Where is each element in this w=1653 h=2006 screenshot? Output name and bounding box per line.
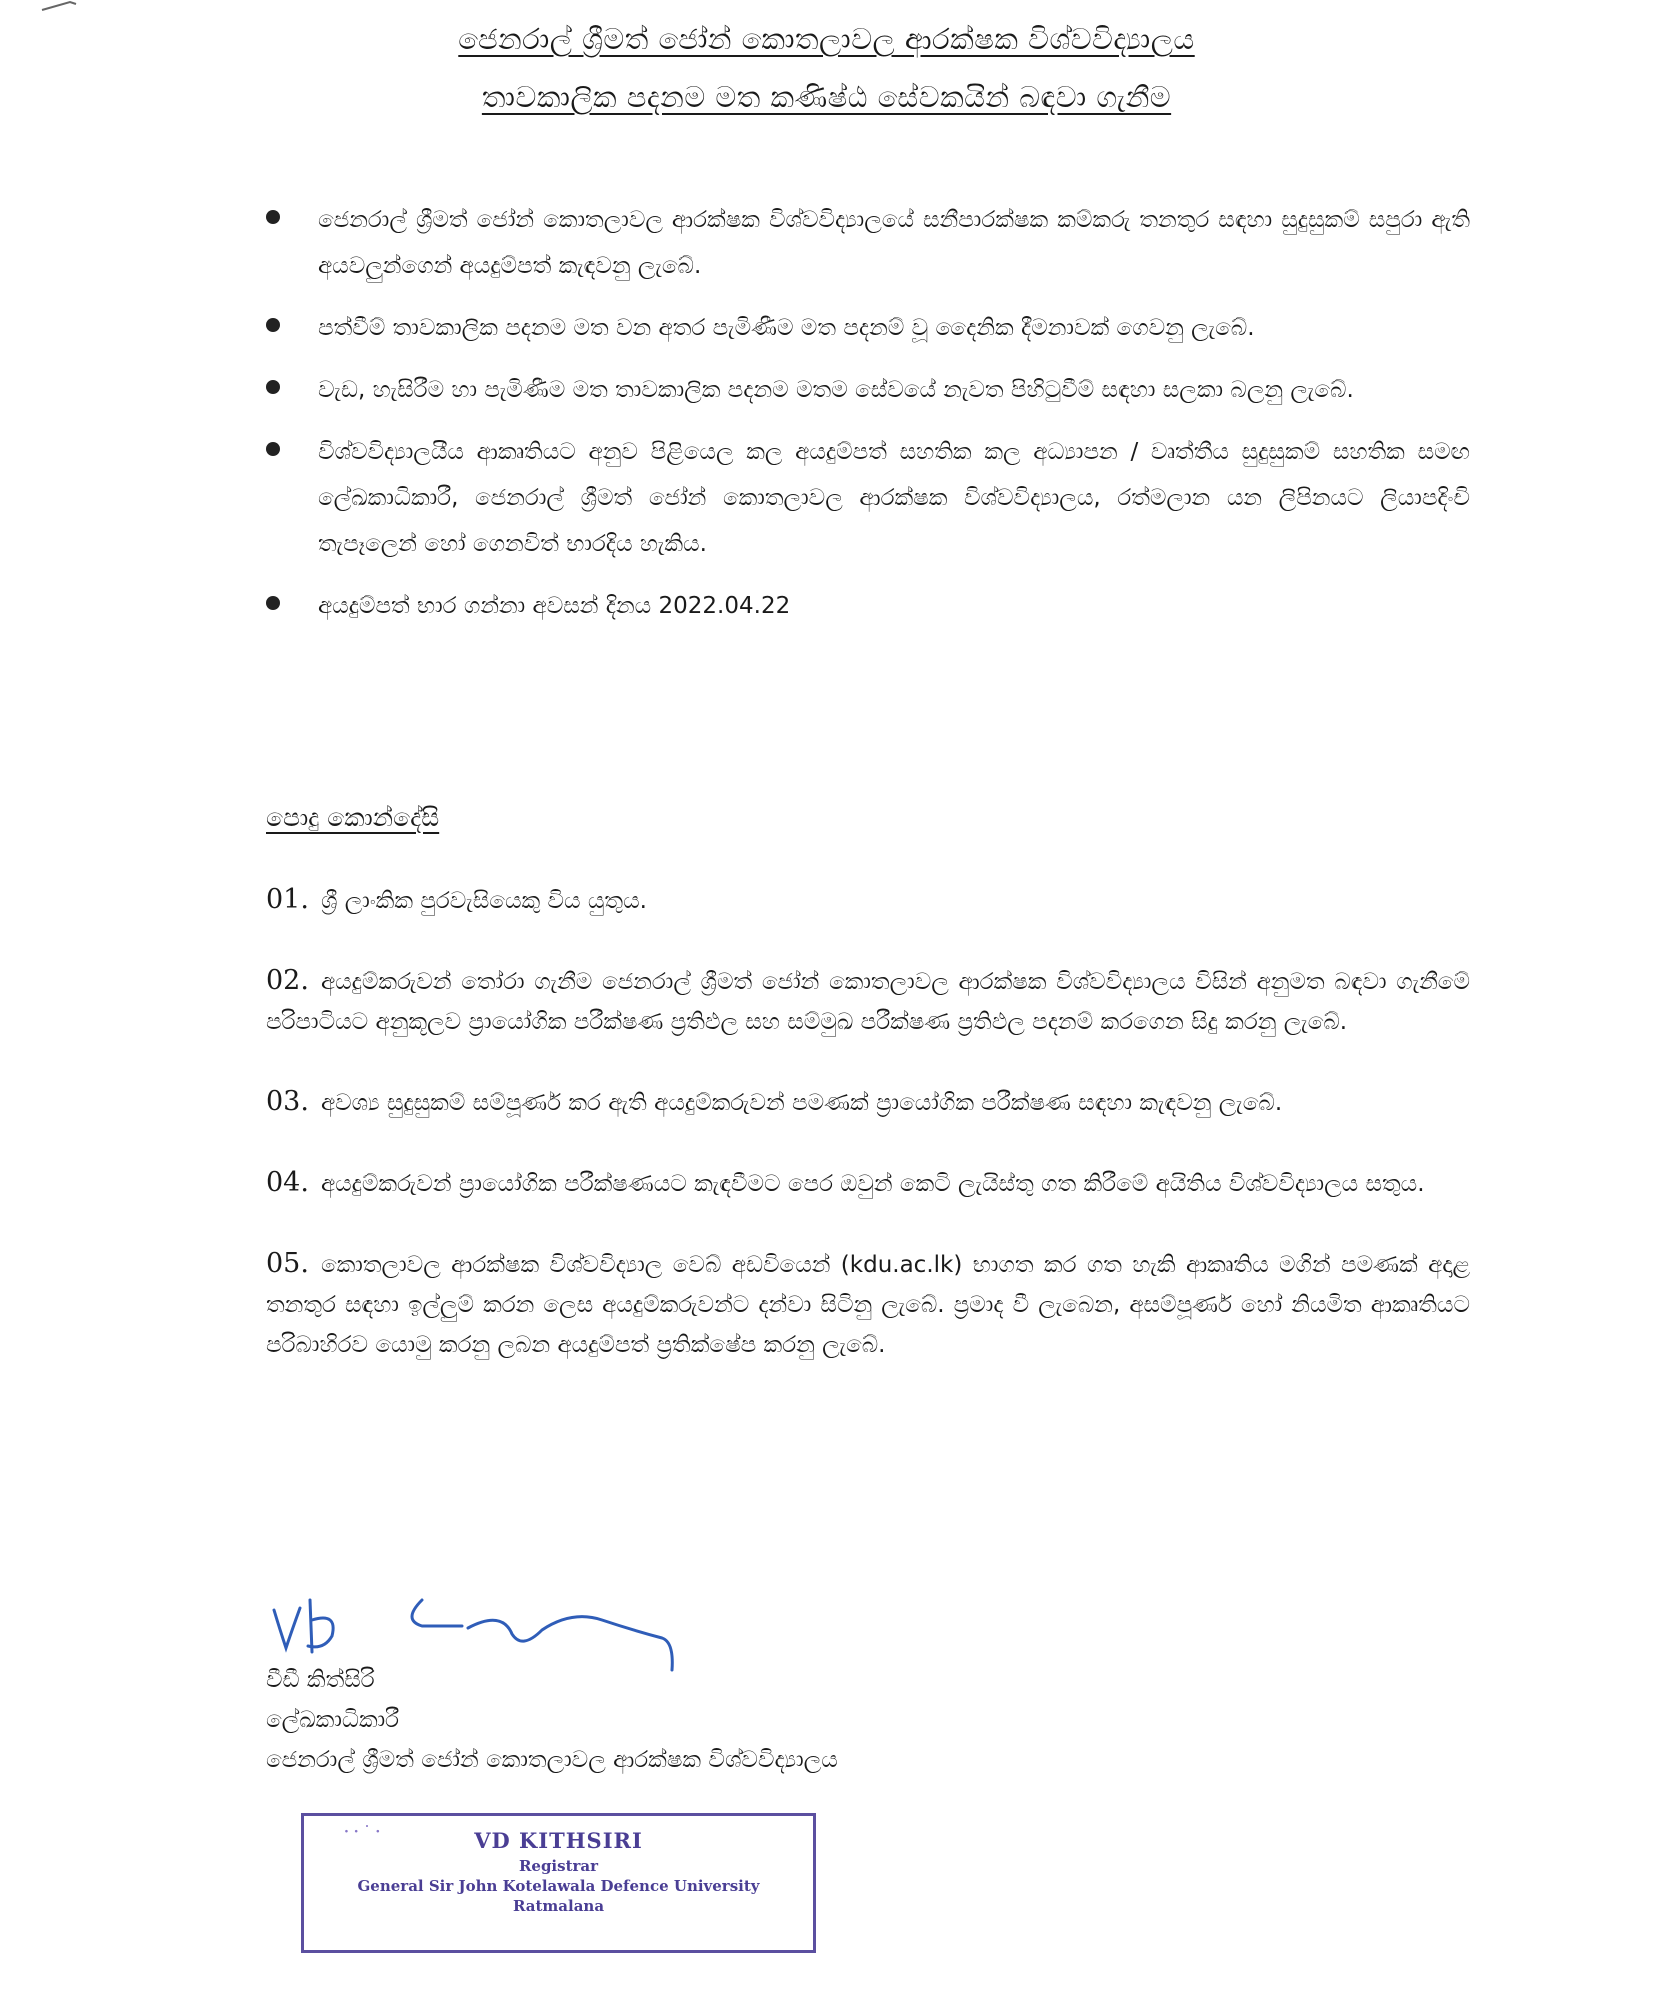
bullet-list [262,197,1470,645]
signatory-designation: ලේඛකාධිකාරී [266,1707,400,1733]
stamp-name: VD KITHSIRI [474,1828,643,1853]
stamp-ink-speck: · · ˙ · [344,1824,381,1840]
bullet-dot-icon [266,380,280,394]
bullet-dot-icon [266,318,280,332]
condition-item [266,1244,1470,1365]
bullet-dot-icon [266,210,280,224]
condition-item [266,961,1470,1042]
signatory-institution: ජෙනරාල් ශ්‍රීමත් ජෝන් කොතලාවල ආරක්ෂක විශ්වවිද්‍යාලය [266,1747,838,1773]
condition-item [266,1082,1470,1123]
document-title-line2: තාවකාලික පදනම මත කණිෂ්ඨ සේවකයින් බඳවා ගැනීම [481,80,1172,114]
scan-artifact-mark [40,0,80,12]
condition-number: 01. [266,884,309,915]
official-stamp [301,1813,816,1953]
condition-number: 02. [266,965,309,996]
stamp-title: Registrar [518,1857,599,1875]
bullet-text: වැඩ, හැසිරීම හා පැමිණීම මත තාවකාලික පදනම මතම සේවයේ නැවත පිහිටුවීම් සඳහා සලකා බලනු ලැබේ. [318,377,1354,403]
bullet-item [262,197,1470,289]
signatory-block [266,1660,838,1780]
stamp-location: Ratmalana [512,1897,605,1915]
conditions-heading: පොදු කොන්දේසි [266,803,440,832]
condition-item [266,1163,1470,1204]
condition-number: 04. [266,1167,309,1198]
bullet-item [262,429,1470,567]
bullet-item [262,305,1470,351]
condition-number: 05. [266,1248,309,1279]
condition-text: කොතලාවල ආරක්ෂක විශ්වවිද්‍යාල වෙබ් අඩවියෙන් (kdu.ac.lk) භාගත කර ගත හැකි ආකෘතිය මගින් පමණක් අදාළ තනතුර සඳහා ඉල්ලුම් කරන ලෙස අයදුම්කරුවන්ට දන්වා සිටිනු ලැබේ. ප්‍රමාද වී ලැබෙන, අසම්පූර්ණ හෝ නියමිත ආකෘතියට පරිබාහිරව යොමු කරනු ලබන අයදුම්පත් ප්‍රතික්ෂේප කරනු ලැබේ. [266,1252,1470,1358]
condition-text: ශ්‍රී ලාංකික පුරවැසියෙකු විය යුතුය. [320,888,647,914]
bullet-text: ජෙනරාල් ශ්‍රීමත් ජෝන් කොතලාවල ආරක්ෂක විශ්වවිද්‍යාලයේ සනීපාරක්ෂක කම්කරු තනතුර සඳහා සුදුසුකම් සපුරා ඇති අයවලුන්ගෙන් අයදුම්පත් කැඳවනු ලැබේ. [318,207,1470,279]
document-title-line1: ජෙනරාල් ශ්‍රීමත් ජෝන් කොතලාවල ආරක්ෂක විශ්වවිද්‍යාලය [458,22,1195,56]
condition-text: අයදුම්කරුවන් ප්‍රායෝගික පරීක්ෂණයට කැඳවීමට පෙර ඔවුන් කෙටි ලැයිස්තු ගත කිරීමේ අයිතිය විශ්වවිද්‍යාලය සතුය. [320,1171,1425,1197]
bullet-item [262,583,1470,629]
stamp-institution: General Sir John Kotelawala Defence University [357,1877,760,1895]
conditions-list [266,880,1470,1405]
condition-number: 03. [266,1086,309,1117]
bullet-item [262,367,1470,413]
condition-text: අයදුම්කරුවන් තෝරා ගැනීම ජෙනරාල් ශ්‍රීමත් ජෝන් කොතලාවල ආරක්ෂක විශ්වවිද්‍යාලය විසින් අනුමත බඳවා ගැනීමේ පරිපාටියට අනුකූලව ප්‍රායෝගික පරීක්ෂණ ප්‍රතිඵල සහ සම්මුඛ පරීක්ෂණ ප්‍රතිඵල පදනම් කරගෙන සිදු කරනු ලැබේ. [266,969,1470,1035]
condition-text: අවශ්‍ය සුදුසුකම් සම්පූර්ණ කර ඇති අයදුම්කරුවන් පමණක් ප්‍රායෝගික පරීක්ෂණ සඳහා කැඳවනු ලැබේ. [320,1090,1283,1116]
bullet-dot-icon [266,442,280,456]
bullet-text-closing-date: අයදුම්පත් භාර ගන්නා අවසන් දිනය 2022.04.22 [318,593,791,619]
condition-item [266,880,1470,921]
signatory-name: වීඩී කිත්සිරි [266,1667,375,1693]
bullet-text: පත්වීම් තාවකාලික පදනම මත වන අතර පැමිණීම මත පදනම් වූ දෛනික දීමනාවක් ගෙවනු ලැබේ. [318,315,1255,341]
bullet-text: විශ්වවිද්‍යාලයීය ආකෘතියට අනුව පිළියෙල කල අයදුම්පත් සහතික කල අධ්‍යාපන / වෘත්තීය සුදුසුකම් සහතික සමඟ ලේඛකාධිකාරී, ජෙනරාල් ශ්‍රීමත් ජෝන් කොතලාවල ආරක්ෂක විශ්වවිද්‍යාලය, රත්මලාන යන ලිපිනයට ලියාපදිංචි තැපෑලෙන් හෝ ගෙනවිත් භාරදිය හැකිය. [318,439,1470,557]
bullet-dot-icon [266,596,280,610]
